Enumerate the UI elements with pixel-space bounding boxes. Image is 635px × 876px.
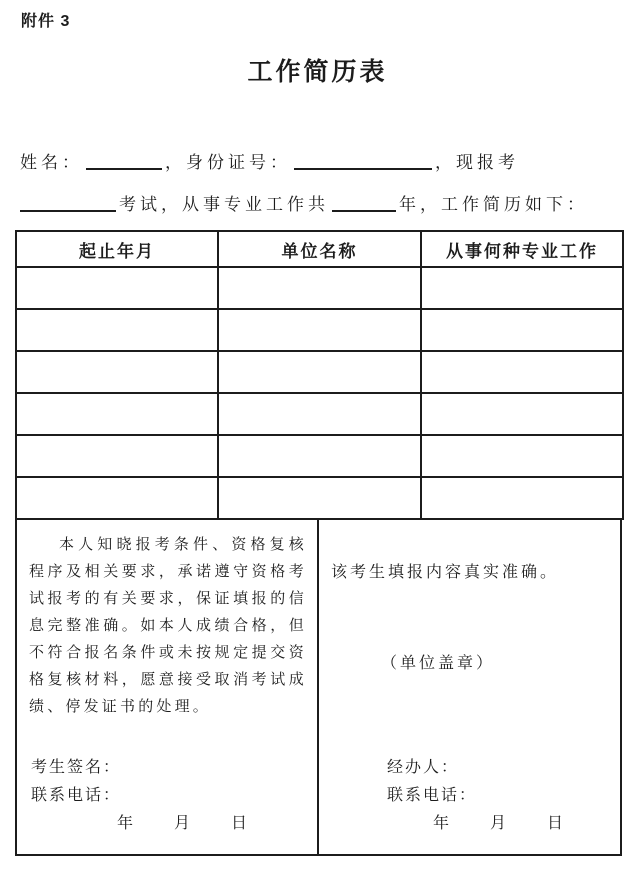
- table-cell: [421, 309, 623, 351]
- header-work-type: 从事何种专业工作: [421, 231, 623, 267]
- header-period: 起止年月: [16, 231, 218, 267]
- attachment-label: 附件 3: [21, 13, 71, 30]
- table-cell: [421, 435, 623, 477]
- header-unit: 单位名称: [218, 231, 421, 267]
- table-cell: [16, 477, 218, 519]
- years-blank: [332, 196, 396, 212]
- id-blank: [294, 154, 432, 170]
- table-cell: [218, 435, 421, 477]
- handler-signature-block: [331, 754, 610, 838]
- table-cell: [16, 309, 218, 351]
- table-cell: [218, 477, 421, 519]
- name-label: 姓名：: [20, 153, 83, 172]
- intro-tail-2: 年，工作简历如下：: [399, 195, 588, 214]
- applicant-phone-label: 联系电话：: [31, 787, 122, 804]
- comma: ，: [165, 153, 186, 172]
- table-cell: [421, 393, 623, 435]
- table-cell: [16, 435, 218, 477]
- table-cell: [421, 351, 623, 393]
- applicant-statement: 本人知晓报考条件、资格复核程序及相关要求，承诺遵守资格考试报考的有关要求，保证填报的信息完整准确。如本人成绩合格，但不符合报名条件或未按规定提交资格复核材料，愿意接受取消考试成绩、停发证书的处理。: [29, 537, 307, 715]
- intro-tail-1: ，现报考: [435, 153, 519, 172]
- applicant-sign-label: 考生签名：: [31, 759, 122, 776]
- exam-suffix: 考试，从事专业工作共: [119, 195, 329, 214]
- intro-line-1: [20, 142, 625, 184]
- table-header-row: [16, 231, 623, 267]
- handler-date-line: 年 月 日: [433, 815, 567, 832]
- table-row: [16, 393, 623, 435]
- exam-blank: [20, 196, 116, 212]
- resume-grid: [15, 230, 624, 520]
- intro-paragraph: [20, 142, 625, 226]
- unit-stamp-label: （单位盖章）: [381, 655, 496, 672]
- name-blank: [86, 154, 162, 170]
- page-title: 工作简历表: [247, 59, 388, 86]
- applicant-declaration-cell: [17, 520, 319, 854]
- unit-verification-cell: [319, 520, 620, 854]
- table-cell: [218, 393, 421, 435]
- table-row: [16, 351, 623, 393]
- applicant-signature-block: [29, 754, 307, 838]
- resume-table: [15, 230, 622, 856]
- table-cell: [421, 267, 623, 309]
- table-cell: [218, 309, 421, 351]
- handler-phone-label: 联系电话：: [387, 787, 478, 804]
- table-row: [16, 435, 623, 477]
- handler-label: 经办人：: [387, 759, 460, 776]
- table-cell: [218, 351, 421, 393]
- table-row: [16, 267, 623, 309]
- table-cell: [218, 267, 421, 309]
- verification-statement: 该考生填报内容真实准确。: [331, 564, 560, 581]
- table-row: [16, 309, 623, 351]
- applicant-date-line: 年 月 日: [117, 815, 251, 832]
- table-cell: [421, 477, 623, 519]
- table-cell: [16, 267, 218, 309]
- intro-line-2: [20, 184, 625, 226]
- table-cell: [16, 351, 218, 393]
- table-cell: [16, 393, 218, 435]
- declaration-row: [15, 520, 622, 856]
- table-row: [16, 477, 623, 519]
- id-label: 身份证号：: [186, 153, 291, 172]
